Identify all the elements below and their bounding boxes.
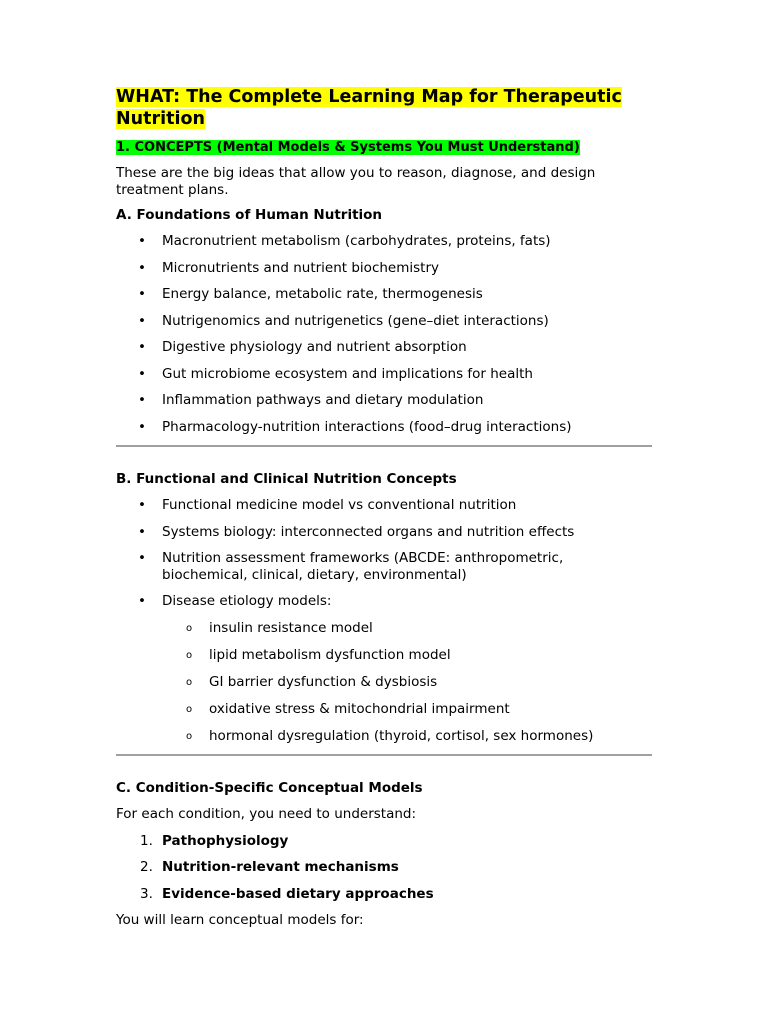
- sublist-item-text: lipid metabolism dysfunction model: [209, 646, 451, 663]
- part-c-outro: You will learn conceptual models for:: [116, 912, 364, 928]
- document-title: [116, 86, 652, 130]
- list-item: [116, 419, 652, 436]
- sublist-item: [116, 674, 652, 691]
- item-number: 2.: [140, 859, 153, 875]
- numbered-item: [116, 859, 652, 876]
- intro-paragraph: These are the big ideas that allow you to reason, diagnose, and design treatment plans.: [116, 165, 596, 198]
- item-number: 3.: [140, 885, 153, 902]
- list-item-text: Micronutrients and nutrient biochemistry: [162, 259, 439, 276]
- list-item: [116, 593, 652, 610]
- sublist-item-text: oxidative stress & mitochondrial impairment: [209, 700, 510, 717]
- sublist-item-text: insulin resistance model: [209, 619, 373, 636]
- list-item: [116, 524, 652, 541]
- list-item-text: Macronutrient metabolism (carbohydrates, proteins, fats): [162, 233, 551, 249]
- numbered-item-text: Evidence-based dietary approaches: [162, 885, 434, 902]
- bullet-icon: •: [138, 392, 146, 408]
- document-page: [116, 86, 652, 929]
- title-line-2: Nutrition: [116, 109, 205, 129]
- bullet-icon: •: [138, 339, 146, 355]
- numbered-item: [116, 886, 652, 903]
- list-item: [116, 233, 652, 250]
- sublist-item: [116, 620, 652, 637]
- list-item-text: Energy balance, metabolic rate, thermogenesis: [162, 286, 483, 302]
- section-heading-concepts: [116, 139, 652, 156]
- numbered-list-part-c: [116, 833, 652, 903]
- sublist-disease-models: [116, 620, 652, 745]
- sublist-item-text: GI barrier dysfunction & dysbiosis: [209, 673, 438, 690]
- list-item-text: Systems biology: interconnected organs and nutrition effects: [162, 523, 575, 540]
- list-item: [116, 313, 652, 330]
- numbered-item-text: Nutrition-relevant mechanisms: [162, 859, 399, 875]
- sublist-item: [116, 728, 652, 745]
- numbered-item-text: Pathophysiology: [162, 832, 289, 849]
- list-item: [116, 260, 652, 277]
- section-heading-text: 1. CONCEPTS (Mental Models & Systems You Must Understand): [116, 140, 580, 155]
- bullet-icon: •: [138, 593, 146, 609]
- divider: [116, 754, 652, 756]
- list-item-text: Nutrition assessment frameworks (ABCDE: anthropometric, biochemical, clinical, dietary, environmental): [162, 550, 564, 583]
- bullet-icon: •: [138, 286, 146, 302]
- list-item-text: Nutrigenomics and nutrigenetics (gene–diet interactions): [162, 312, 549, 329]
- bullet-icon: •: [138, 497, 146, 513]
- list-item: [116, 366, 652, 383]
- heading-part-a: A. Foundations of Human Nutrition: [116, 207, 383, 223]
- list-item: [116, 339, 652, 356]
- bullet-icon: •: [138, 523, 146, 540]
- sublist-item-text: hormonal dysregulation (thyroid, cortisol, sex hormones): [209, 727, 594, 744]
- item-number: 1.: [140, 832, 153, 849]
- heading-part-b: B. Functional and Clinical Nutrition Concepts: [116, 471, 457, 487]
- list-item-text: Pharmacology-nutrition interactions (food–drug interactions): [162, 418, 572, 435]
- list-part-a: [116, 233, 652, 435]
- list-item: [116, 286, 652, 303]
- part-c-intro: For each condition, you need to understand:: [116, 806, 417, 822]
- list-item-text: Functional medicine model vs conventional nutrition: [162, 497, 517, 513]
- circle-bullet-icon: o: [186, 676, 193, 688]
- bullet-icon: •: [138, 259, 146, 276]
- list-item: [116, 497, 652, 514]
- bullet-icon: •: [138, 312, 146, 329]
- bullet-icon: •: [138, 233, 146, 249]
- divider: [116, 445, 652, 447]
- list-part-b: [116, 497, 652, 610]
- sublist-item: [116, 701, 652, 718]
- circle-bullet-icon: o: [186, 730, 193, 742]
- circle-bullet-icon: o: [186, 622, 193, 634]
- list-item-text: Digestive physiology and nutrient absorption: [162, 339, 467, 355]
- circle-bullet-icon: o: [186, 703, 193, 715]
- numbered-item: [116, 833, 652, 850]
- list-item-text: Gut microbiome ecosystem and implications for health: [162, 365, 533, 382]
- list-item-text: Inflammation pathways and dietary modulation: [162, 392, 484, 408]
- list-item: [116, 392, 652, 409]
- bullet-icon: •: [138, 550, 146, 566]
- bullet-icon: •: [138, 365, 146, 382]
- circle-bullet-icon: o: [186, 649, 193, 661]
- sublist-item: [116, 647, 652, 664]
- bullet-icon: •: [138, 418, 146, 435]
- list-item: [116, 550, 652, 583]
- heading-part-c: C. Condition-Specific Conceptual Models: [116, 780, 423, 796]
- list-item-text: Disease etiology models:: [162, 593, 332, 609]
- title-line-1: WHAT: The Complete Learning Map for Therapeutic: [116, 87, 622, 107]
